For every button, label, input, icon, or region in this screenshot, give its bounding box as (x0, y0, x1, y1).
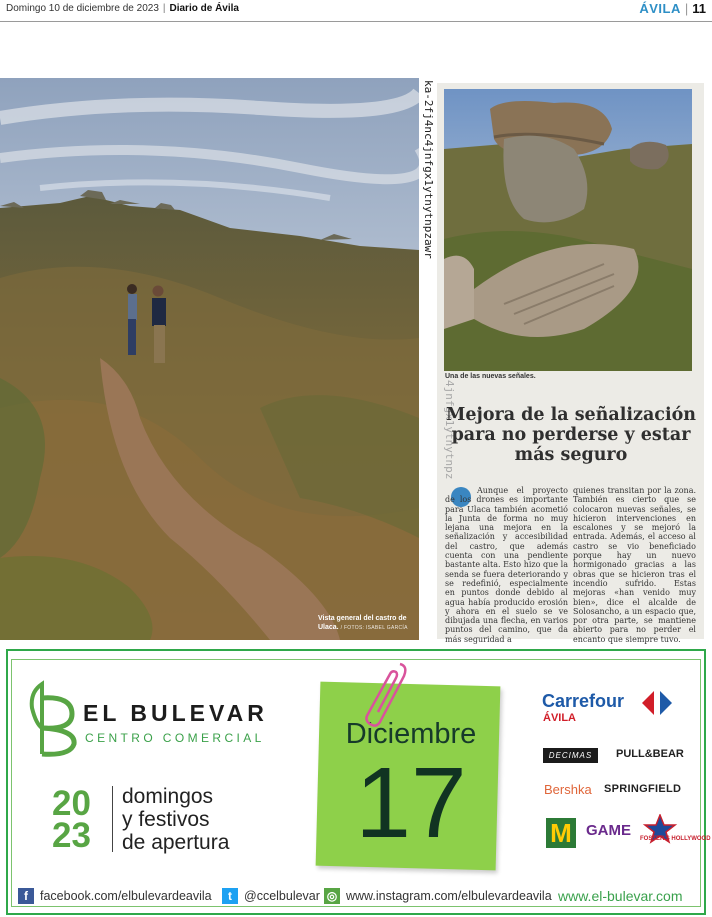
header-paper-name: Diario de Ávila (169, 3, 239, 14)
header-section: ÁVILA (639, 1, 681, 16)
fosters-star-icon (640, 814, 711, 850)
main-photo (0, 78, 419, 640)
logo-decimas: DECIMAS (543, 748, 598, 763)
header-page-number: 11 (692, 1, 706, 16)
logo-carrefour-city: ÁVILA (543, 712, 576, 724)
facebook-icon: f (18, 888, 34, 904)
logo-fosters: FOSTER'S HOLLYWOOD (640, 836, 711, 842)
article-photo (444, 89, 692, 371)
carrefour-mark-icon (640, 690, 674, 716)
ad-footer (18, 886, 698, 906)
logo-carrefour: Carrefour (542, 691, 625, 711)
instagram-link[interactable]: www.instagram.com/elbulevardeavila (346, 889, 552, 903)
page-header (0, 0, 712, 22)
schedule-line-1: domingos (122, 785, 214, 808)
logo-bershka: Bershka (544, 782, 592, 797)
year-divider (112, 786, 113, 852)
vertical-code-text: ka-2fj4nc4jnfgx1ytnytnpzawr (422, 80, 435, 259)
brand-name: EL BULEVAR (83, 700, 268, 726)
logo-mcdonalds: M (546, 818, 576, 848)
paperclip-icon (362, 662, 412, 728)
main-photo-credit: / FOTOS: ISABEL GARCÍA (340, 625, 408, 631)
year-top: 20 (52, 784, 91, 823)
header-left (6, 3, 239, 14)
schedule-line-3: de apertura (122, 831, 230, 854)
main-photo-caption-text: Vista general del castro de Ulaca. (318, 615, 407, 631)
website-link[interactable]: www.el-bulevar.com (558, 888, 683, 904)
main-photo-caption (318, 614, 416, 633)
header-separator: | (162, 3, 166, 14)
note-day: 17 (355, 747, 467, 859)
twitter-link[interactable]: @ccelbulevar (244, 889, 320, 903)
year-bottom: 23 (52, 816, 91, 855)
header-date: Domingo 10 de diciembre de 2023 (6, 3, 159, 14)
instagram-icon: ◎ (324, 888, 340, 904)
brand-subtitle: CENTRO COMERCIAL (85, 731, 265, 745)
article-column-2: quienes transitan por la zona. También es cierto que se colocaron nuevas señales, se hicieron intervenciones en escalones y se mejoró la entrada. Además, el acceso al castro se vio beneficiado porque hay un nuevo hormigonado gracias a las obras que se hicieron tras el incendio sufrido. Estas mejoras «han venido muy bien», dice el alcalde de Solosancho, a un espacio que, por otra parte, se mantiene abierto para no perder el encanto que siempre tuvo. (573, 486, 696, 644)
note-month: Diciembre (345, 718, 477, 750)
twitter-icon: t (222, 888, 238, 904)
article-column-1: Aunque el proyecto de los drones es importante para Ulaca también acometió la Junta de forma no muy lejana una mejora en la señalización y accesibilidad del castro, que además cuenta con una pendiente bastante alta. Esto hizo que la senda se fuera deteriorando y se redefinió, especialmente en puntos donde debido al agua había producido erosión y ahora en el suelo se ve dibujada una flecha, en varios puntos del camino, que da más seguridad a (445, 486, 568, 644)
schedule-text (122, 785, 229, 854)
vertical-code-strip (422, 80, 436, 280)
logo-springfield: SPRINGFIELD (604, 783, 682, 795)
facebook-link[interactable]: facebook.com/elbulevardeavila (40, 889, 212, 903)
article-headline: Mejora de la señalización para no perderse y estar más seguro (445, 405, 697, 465)
header-separator: | (684, 1, 689, 16)
bulevar-leaf-logo-icon (28, 678, 78, 758)
article-photo-caption: Una de las nuevas señales. (445, 373, 536, 380)
header-right (639, 1, 706, 16)
logo-game: GAME (586, 822, 631, 839)
schedule-line-2: y festivos (122, 808, 210, 831)
ghost-code-text: 4jnfgx1ytnytnpz (443, 380, 456, 480)
logo-pullbear: PULL&BEAR (616, 748, 684, 760)
